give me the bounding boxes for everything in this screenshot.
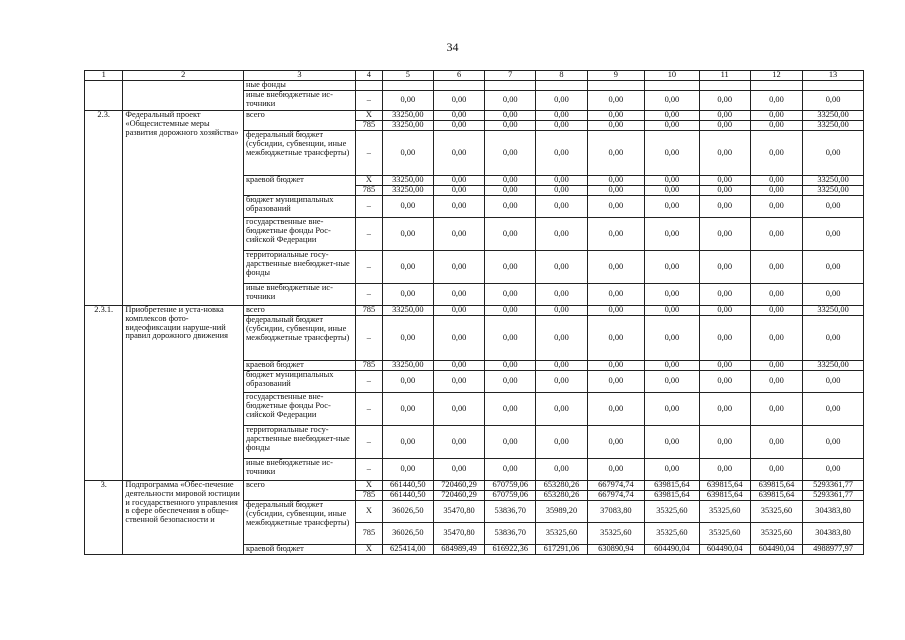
value-cell: 33250,00 [382,361,433,371]
value-cell: 0,00 [433,121,484,131]
value-cell: 0,00 [485,361,536,371]
value-cell: 0,00 [485,306,536,316]
section-number: 2.3.1. [85,306,123,481]
value-cell: 0,00 [750,316,802,361]
value-cell: 35325,60 [699,523,750,545]
value-cell: 0,00 [750,111,802,121]
value-cell: 0,00 [433,393,484,426]
value-cell: 0,00 [382,131,433,176]
value-cell: 0,00 [750,186,802,196]
funding-source: федеральный бюджет (субсидии, субвенции, иные межбюджетные трансферты) [243,131,355,176]
value-cell: 0,00 [699,371,750,393]
value-cell: 0,00 [382,218,433,251]
value-cell: 0,00 [433,316,484,361]
value-cell: 0,00 [382,459,433,481]
header-row [85,71,864,81]
value-cell: 684989,49 [433,545,484,555]
value-cell: 661440,50 [382,481,433,491]
funding-source: государственные вне-бюджетные фонды Рос-сийской Федерации [243,393,355,426]
value-cell: 0,00 [699,196,750,218]
funding-source: иные внебюджетные ис-точники [243,284,355,306]
value-cell: 36026,50 [382,523,433,545]
value-cell: 0,00 [587,121,645,131]
value-cell: 0,00 [433,111,484,121]
value-cell: 0,00 [485,131,536,176]
value-cell: 0,00 [433,91,484,111]
value-cell: 37083,80 [587,501,645,523]
code-cell: – [356,91,383,111]
value-cell: 0,00 [645,121,699,131]
value-cell: 33250,00 [382,121,433,131]
value-cell: 639815,64 [645,481,699,491]
value-cell: 0,00 [485,284,536,306]
value-cell: 625414,00 [382,545,433,555]
value-cell: 0,00 [803,218,864,251]
value-cell: 0,00 [485,393,536,426]
code-cell: 785 [356,121,383,131]
value-cell: 0,00 [750,284,802,306]
funding-source: иные внебюджетные ис-точники [243,459,355,481]
value-cell: 0,00 [382,316,433,361]
value-cell: 0,00 [803,371,864,393]
value-cell: 0,00 [750,426,802,459]
value-cell: 0,00 [750,306,802,316]
column-header: 8 [536,71,587,81]
value-cell: 0,00 [485,218,536,251]
empty-cell [433,81,484,91]
value-cell: 639815,64 [750,491,802,501]
value-cell: 0,00 [803,393,864,426]
value-cell: 0,00 [485,111,536,121]
value-cell: 0,00 [699,361,750,371]
value-cell: 0,00 [485,186,536,196]
value-cell: 0,00 [433,218,484,251]
value-cell: 661440,50 [382,491,433,501]
value-cell: 0,00 [587,284,645,306]
value-cell: 0,00 [536,284,587,306]
column-header: 3 [243,71,355,81]
value-cell: 33250,00 [803,186,864,196]
value-cell: 0,00 [433,459,484,481]
empty-cell [803,81,864,91]
value-cell: 0,00 [750,218,802,251]
value-cell: 604490,04 [750,545,802,555]
code-cell: 785 [356,361,383,371]
budget-table [84,70,864,555]
empty-cell [356,81,383,91]
value-cell: 0,00 [803,131,864,176]
value-cell: 0,00 [587,186,645,196]
value-cell: 670759,06 [485,481,536,491]
column-header: 5 [382,71,433,81]
value-cell: 0,00 [587,91,645,111]
empty-cell [645,81,699,91]
value-cell: 0,00 [433,196,484,218]
value-cell: 0,00 [803,316,864,361]
section-title [123,81,244,111]
value-cell: 0,00 [645,251,699,284]
value-cell: 0,00 [645,316,699,361]
value-cell: 0,00 [699,426,750,459]
value-cell: 0,00 [433,306,484,316]
value-cell: 33250,00 [803,176,864,186]
value-cell: 0,00 [699,393,750,426]
value-cell: 0,00 [699,459,750,481]
value-cell: 604490,04 [645,545,699,555]
value-cell: 0,00 [536,218,587,251]
value-cell: 35470,80 [433,523,484,545]
value-cell: 0,00 [433,131,484,176]
value-cell: 35325,60 [645,501,699,523]
value-cell: 0,00 [382,426,433,459]
value-cell: 0,00 [536,306,587,316]
column-header: 4 [356,71,383,81]
value-cell: 304383,80 [803,501,864,523]
value-cell: 0,00 [699,131,750,176]
value-cell: 33250,00 [382,176,433,186]
value-cell: 0,00 [382,196,433,218]
value-cell: 35325,60 [587,523,645,545]
value-cell: 4988977,97 [803,545,864,555]
section-number: 2.3. [85,111,123,306]
value-cell: 35325,60 [645,523,699,545]
value-cell: 0,00 [536,131,587,176]
value-cell: 0,00 [645,426,699,459]
value-cell: 0,00 [750,393,802,426]
section-title: Приобретение и уста-новка комплексов фото-видеофиксации наруше-ний правил дорожного движения [123,306,244,481]
value-cell: 0,00 [645,284,699,306]
value-cell: 0,00 [382,393,433,426]
value-cell: 0,00 [536,121,587,131]
value-cell: 0,00 [536,371,587,393]
section-number [85,81,123,111]
value-cell: 639815,64 [699,481,750,491]
funding-source: всего [243,481,355,501]
value-cell: 35325,60 [536,523,587,545]
code-cell: 785 [356,523,383,545]
value-cell: 0,00 [485,121,536,131]
code-cell: – [356,196,383,218]
funding-source: всего [243,306,355,316]
code-cell: 785 [356,306,383,316]
value-cell: 0,00 [536,316,587,361]
value-cell: 0,00 [645,218,699,251]
value-cell: 0,00 [433,251,484,284]
code-cell: – [356,459,383,481]
code-cell: 785 [356,491,383,501]
value-cell: 33250,00 [803,111,864,121]
value-cell: 0,00 [433,176,484,186]
value-cell: 0,00 [803,251,864,284]
value-cell: 670759,06 [485,491,536,501]
value-cell: 0,00 [699,284,750,306]
value-cell: 0,00 [645,131,699,176]
code-cell: – [356,371,383,393]
value-cell: 0,00 [587,111,645,121]
value-cell: 0,00 [536,196,587,218]
page-number: 34 [446,40,459,54]
value-cell: 0,00 [433,284,484,306]
code-cell: Х [356,545,383,555]
value-cell: 0,00 [699,121,750,131]
value-cell: 0,00 [485,196,536,218]
value-cell: 0,00 [750,196,802,218]
value-cell: 0,00 [536,176,587,186]
value-cell: 0,00 [536,393,587,426]
value-cell: 720460,29 [433,491,484,501]
value-cell: 0,00 [485,371,536,393]
value-cell: 0,00 [645,186,699,196]
value-cell: 0,00 [750,459,802,481]
value-cell: 720460,29 [433,481,484,491]
value-cell: 0,00 [699,218,750,251]
value-cell: 0,00 [587,176,645,186]
value-cell: 0,00 [382,284,433,306]
funding-source: бюджет муниципальных образований [243,371,355,393]
value-cell: 0,00 [587,131,645,176]
funding-source: краевой бюджет [243,361,355,371]
value-cell: 0,00 [750,121,802,131]
value-cell: 0,00 [750,371,802,393]
value-cell: 35989,20 [536,501,587,523]
value-cell: 667974,74 [587,491,645,501]
value-cell: 0,00 [699,186,750,196]
value-cell: 0,00 [750,176,802,186]
column-header: 9 [587,71,645,81]
value-cell: 5293361,77 [803,491,864,501]
code-cell: Х [356,501,383,523]
value-cell: 53836,70 [485,501,536,523]
value-cell: 0,00 [803,426,864,459]
value-cell: 0,00 [382,371,433,393]
value-cell: 0,00 [485,176,536,186]
code-cell: – [356,284,383,306]
column-header: 2 [123,71,244,81]
value-cell: 604490,04 [699,545,750,555]
value-cell: 0,00 [645,459,699,481]
value-cell: 33250,00 [803,121,864,131]
value-cell: 0,00 [536,251,587,284]
value-cell: 0,00 [587,371,645,393]
value-cell: 639815,64 [645,491,699,501]
code-cell: Х [356,176,383,186]
value-cell: 0,00 [536,459,587,481]
code-cell: Х [356,481,383,491]
value-cell: 53836,70 [485,523,536,545]
funding-source: всего [243,111,355,131]
value-cell: 0,00 [587,306,645,316]
value-cell: 0,00 [382,91,433,111]
value-cell: 0,00 [433,186,484,196]
value-cell: 0,00 [485,91,536,111]
funding-source: иные внебюджетные ис-точники [243,91,355,111]
value-cell: 630890,94 [587,545,645,555]
value-cell: 0,00 [433,371,484,393]
value-cell: 35325,60 [750,523,802,545]
value-cell: 33250,00 [803,306,864,316]
value-cell: 0,00 [536,361,587,371]
value-cell: 35325,60 [699,501,750,523]
value-cell: 0,00 [382,251,433,284]
value-cell: 0,00 [645,393,699,426]
empty-cell [750,81,802,91]
value-cell: 0,00 [645,111,699,121]
value-cell: 0,00 [699,111,750,121]
column-header: 10 [645,71,699,81]
value-cell: 5293361,77 [803,481,864,491]
value-cell: 0,00 [803,284,864,306]
value-cell: 653280,26 [536,491,587,501]
value-cell: 0,00 [433,426,484,459]
value-cell: 0,00 [699,316,750,361]
table-row [85,81,864,91]
value-cell: 616922,36 [485,545,536,555]
section-title: Федеральный проект «Общесистемные меры развития дорожного хозяйства» [123,111,244,306]
funding-source: ные фонды [243,81,355,91]
value-cell: 0,00 [587,218,645,251]
funding-source: краевой бюджет [243,545,355,555]
code-cell: – [356,131,383,176]
value-cell: 0,00 [750,91,802,111]
value-cell: 653280,26 [536,481,587,491]
column-header: 7 [485,71,536,81]
value-cell: 0,00 [699,251,750,284]
empty-cell [485,81,536,91]
funding-source: бюджет муниципальных образований [243,196,355,218]
funding-source: федеральный бюджет (субсидии, субвенции, иные межбюджетные трансферты) [243,501,355,545]
empty-cell [382,81,433,91]
value-cell: 0,00 [645,176,699,186]
code-cell: – [356,393,383,426]
value-cell: 33250,00 [382,306,433,316]
column-header: 6 [433,71,484,81]
value-cell: 0,00 [750,131,802,176]
code-cell: Х [356,111,383,121]
value-cell: 0,00 [536,426,587,459]
empty-cell [587,81,645,91]
table-row [85,481,864,491]
value-cell: 0,00 [803,459,864,481]
empty-cell [536,81,587,91]
value-cell: 0,00 [803,196,864,218]
empty-cell [699,81,750,91]
value-cell: 33250,00 [803,361,864,371]
value-cell: 0,00 [485,426,536,459]
table-row [85,111,864,121]
value-cell: 0,00 [485,316,536,361]
value-cell: 0,00 [645,371,699,393]
value-cell: 0,00 [536,186,587,196]
value-cell: 35325,60 [750,501,802,523]
value-cell: 0,00 [587,426,645,459]
value-cell: 0,00 [587,316,645,361]
column-header: 11 [699,71,750,81]
funding-source: территориальные госу-дарственные внебюджет-ные фонды [243,251,355,284]
funding-source: территориальные госу-дарственные внебюджет-ные фонды [243,426,355,459]
code-cell: 785 [356,186,383,196]
value-cell: 0,00 [536,91,587,111]
value-cell: 0,00 [587,459,645,481]
value-cell: 0,00 [587,361,645,371]
code-cell: – [356,251,383,284]
value-cell: 33250,00 [382,186,433,196]
value-cell: 0,00 [587,251,645,284]
section-title: Подпрограмма «Обес-печение деятельности мировой юстиции и государственного управления в сфере обеспечения в обще-ственной безопасности и [123,481,244,555]
value-cell: 35470,80 [433,501,484,523]
value-cell: 667974,74 [587,481,645,491]
column-header: 1 [85,71,123,81]
code-cell: – [356,426,383,459]
column-header: 13 [803,71,864,81]
value-cell: 0,00 [699,91,750,111]
code-cell: – [356,316,383,361]
value-cell: 0,00 [750,251,802,284]
funding-source: государственные вне-бюджетные фонды Рос-сийской Федерации [243,218,355,251]
value-cell: 0,00 [485,251,536,284]
value-cell: 0,00 [587,196,645,218]
value-cell: 639815,64 [699,491,750,501]
value-cell: 0,00 [699,176,750,186]
value-cell: 617291,06 [536,545,587,555]
value-cell: 0,00 [645,306,699,316]
value-cell: 304383,80 [803,523,864,545]
value-cell: 36026,50 [382,501,433,523]
value-cell: 0,00 [645,361,699,371]
value-cell: 33250,00 [382,111,433,121]
value-cell: 0,00 [645,196,699,218]
value-cell: 639815,64 [750,481,802,491]
funding-source: краевой бюджет [243,176,355,196]
section-number: 3. [85,481,123,555]
value-cell: 0,00 [803,91,864,111]
table-row [85,306,864,316]
value-cell: 0,00 [699,306,750,316]
value-cell: 0,00 [750,361,802,371]
value-cell: 0,00 [536,111,587,121]
funding-source: федеральный бюджет (субсидии, субвенции, иные межбюджетные трансферты) [243,316,355,361]
code-cell: – [356,218,383,251]
value-cell: 0,00 [433,361,484,371]
value-cell: 0,00 [485,459,536,481]
column-header: 12 [750,71,802,81]
value-cell: 0,00 [645,91,699,111]
value-cell: 0,00 [587,393,645,426]
